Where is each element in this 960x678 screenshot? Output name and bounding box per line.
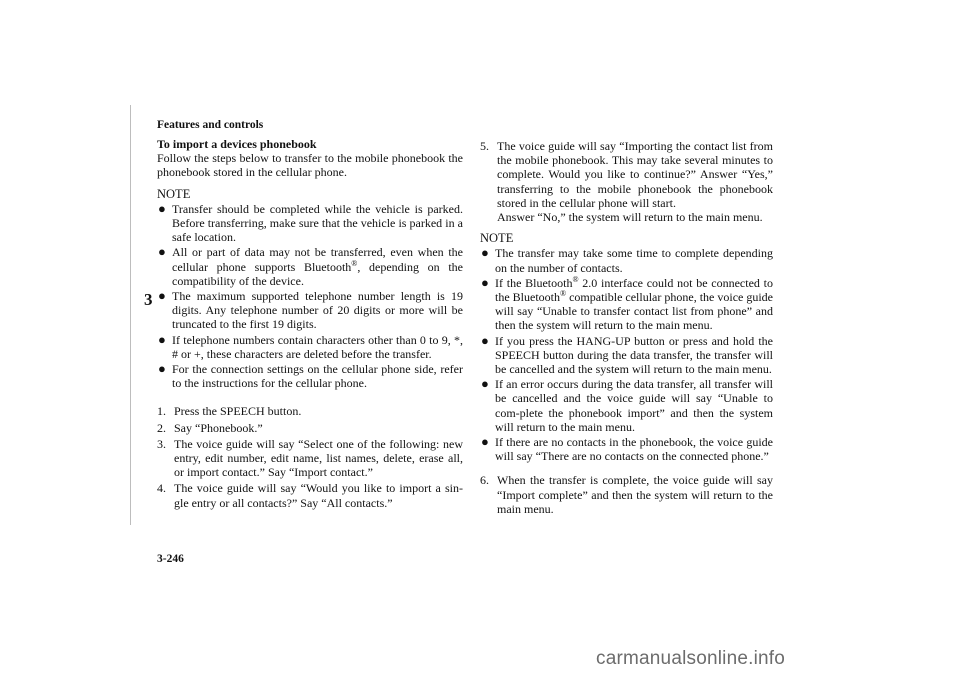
- note-text: If there are no contacts in the phonebook, the voice guide will say “There are no contacts on the connected phone.”: [495, 435, 773, 464]
- note-text: Transfer should be completed while the vehicle is parked. Before transferring, make sure that the vehicle is parked in a safe location.: [172, 201, 463, 245]
- note-item: [157, 333, 463, 361]
- watermark: carmanualsonline.info: [596, 648, 786, 669]
- note-item: [480, 334, 773, 377]
- note-item: [480, 435, 773, 463]
- right-column: [480, 139, 773, 516]
- left-column: [157, 137, 463, 510]
- intro-paragraph: Follow the steps below to transfer to the mobile phonebook the phonebook stored in the cellular phone.: [157, 151, 463, 180]
- steps-list: [157, 404, 463, 509]
- step-item: 5. The voice guide will say “Importing the contact list from the mobile phonebook. This may take several minutes to complete. Would you like to continue?” Answer “Yes,” transferring to the mobile phonebook the phonebook stored in the cellular phone will start. Answer “No,” the system will return to the main menu.: [480, 139, 773, 225]
- note-text: For the connection settings on the cellular phone side, refer to the instructions for the cellular phone.: [172, 362, 463, 391]
- note-label: NOTE: [480, 231, 514, 246]
- bullet-icon: ●: [158, 200, 166, 216]
- step-item: 3. The voice guide will say “Select one of the following: new entry, edit number, edit name, list names, delete, erase all, or import contact.” Say “Import contact.”: [157, 436, 463, 480]
- bullet-icon: ●: [158, 361, 166, 377]
- note-item: [157, 245, 463, 288]
- note-item: [157, 289, 463, 332]
- step-item: 4. The voice guide will say “Would you like to import a sin-gle entry or all contacts?” Say “All contacts.”: [157, 481, 463, 510]
- bullet-icon: ●: [158, 244, 166, 260]
- note-item: [480, 276, 773, 333]
- note-text: If telephone numbers contain characters other than 0 to 9, *, # or +, these characters are deleted before the transfer.: [172, 332, 463, 361]
- chapter-number: 3: [144, 290, 153, 309]
- bullet-icon: ●: [158, 331, 166, 347]
- bullet-icon: ●: [481, 245, 489, 261]
- step-item: 2. Say “Phonebook.”: [157, 420, 263, 435]
- note-text: If an error occurs during the data transfer, all transfer will be cancelled and the voice guide will say “Unable to com-plete the phonebook import” and then the system will return to the main menu.: [495, 377, 773, 434]
- note-item: [480, 246, 773, 274]
- note-text: The transfer may take some time to complete depending on the number of contacts.: [495, 246, 773, 275]
- bullet-icon: ●: [481, 376, 489, 392]
- bullet-icon: ●: [481, 434, 489, 450]
- note-item: [480, 377, 773, 434]
- step-item: 1. Press the SPEECH button.: [157, 404, 302, 419]
- note-text: All or part of data may not be transferred, even when the cellular phone supports Bluetooth®, depending on the compatibility of the device.: [172, 245, 463, 288]
- page-number: 3-246: [157, 553, 184, 565]
- bullet-icon: ●: [481, 274, 489, 290]
- note-item: [157, 202, 463, 245]
- note-text: If the Bluetooth® 2.0 interface could not be connected to the Bluetooth® compatible cellular phone, the voice guide will say “Unable to transfer contact list from phone” and then the system will return to the main menu.: [495, 274, 774, 333]
- steps-list: [480, 473, 773, 516]
- running-header: Features and controls: [157, 119, 264, 131]
- section-title: To import a devices phonebook: [157, 137, 317, 151]
- bullet-icon: ●: [158, 288, 166, 304]
- note-text: If you press the HANG-UP button or press and hold the SPEECH button during the data transfer, the transfer will be cancelled and the system will return to the main menu.: [495, 333, 773, 377]
- bullet-icon: ●: [481, 332, 489, 348]
- step-item: 6. When the transfer is complete, the voice guide will say “Import complete” and then the system will return to the main menu.: [480, 473, 773, 516]
- note-text: The maximum supported telephone number length is 19 digits. Any telephone number of 20 digits or more will be truncated to the first 19 digits.: [172, 289, 463, 332]
- note-label: NOTE: [157, 186, 191, 201]
- chapter-tab: [130, 105, 151, 525]
- note-item: [157, 362, 463, 390]
